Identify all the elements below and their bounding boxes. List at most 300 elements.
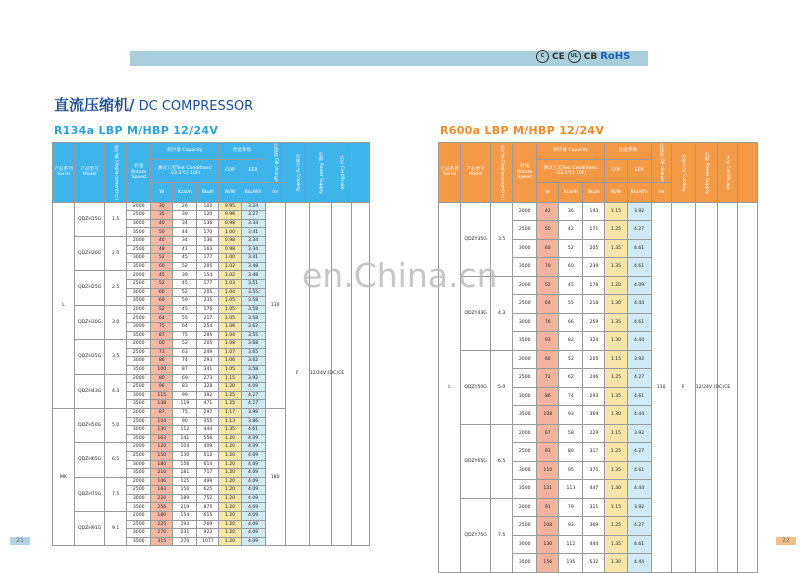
col-serial: 产品系列 Serial <box>439 143 461 203</box>
model-cell: QDZY65G <box>461 424 491 498</box>
cop-cell: 1.20 <box>219 520 241 529</box>
speed-cell: 3000 <box>127 529 151 538</box>
cop-cell: 1.20 <box>219 529 241 538</box>
eer-cell: 4.44 <box>627 480 651 499</box>
btu-cell: 293 <box>583 387 605 406</box>
speed-cell: 2000 <box>513 498 537 517</box>
col-cooling: 冷却方式 Cooling <box>285 143 309 203</box>
kcal-cell: 93 <box>559 406 583 425</box>
cb-cert-icon: CB <box>583 51 598 62</box>
eer-cell: 3.34 <box>241 237 265 246</box>
table-row <box>439 202 758 221</box>
cop-cell: 1.30 <box>605 554 627 573</box>
model-cell: QDZH20G <box>75 237 105 271</box>
eer-cell: 3.65 <box>241 348 265 357</box>
eer-cell: 3.92 <box>627 350 651 369</box>
cop-cell: 1.30 <box>605 406 627 425</box>
kcal-cell: 79 <box>559 498 583 517</box>
left-table-subtitle: R134a LBP M/HBP 12/24V <box>54 124 219 137</box>
col-performance: 性能系数 <box>219 143 265 160</box>
btu-cell: 143 <box>583 202 605 221</box>
watts-cell: 52 <box>151 280 173 289</box>
model-cell: QDZY50G <box>461 350 491 424</box>
cop-cell: 1.30 <box>605 480 627 499</box>
col-model: 产品型号 Model <box>75 143 105 203</box>
cop-cell: 1.25 <box>605 221 627 240</box>
btu-cell: 625 <box>197 486 219 495</box>
r134a-spec-table <box>52 142 370 546</box>
watts-cell: 210 <box>151 469 173 478</box>
eer-cell: 4.27 <box>241 391 265 400</box>
speed-cell: 3500 <box>513 406 537 425</box>
serial-cell: MK <box>53 408 75 546</box>
btu-cell: 239 <box>583 258 605 277</box>
watts-cell: 256 <box>151 503 173 512</box>
displacement-cell: 6.5 <box>491 424 513 498</box>
watts-cell: 60 <box>537 350 559 369</box>
speed-cell: 2500 <box>127 280 151 289</box>
btu-cell: 923 <box>197 529 219 538</box>
kcal-cell: 55 <box>559 295 583 314</box>
watts-cell: 52 <box>151 305 173 314</box>
col-blank <box>351 143 369 203</box>
eer-cell: 3.62 <box>241 357 265 366</box>
speed-cell: 3000 <box>127 391 151 400</box>
kcal-cell: 130 <box>173 451 197 460</box>
eer-cell: 4.61 <box>627 313 651 332</box>
btu-cell: 295 <box>197 331 219 340</box>
btu-cell: 355 <box>197 417 219 426</box>
cop-cell: 1.20 <box>219 494 241 503</box>
cert-cell: CE <box>717 202 737 572</box>
cop-cell: 1.05 <box>219 365 241 374</box>
speed-cell: 3500 <box>513 258 537 277</box>
col-performance: 性能系数 <box>605 143 651 160</box>
kcal-cell: 52 <box>173 288 197 297</box>
eer-cell: 3.34 <box>241 219 265 228</box>
title-en: DC COMPRESSOR <box>134 99 254 114</box>
col-power: 电源 Power Supply <box>695 143 717 203</box>
speed-cell: 3500 <box>127 469 151 478</box>
btu-cell: 177 <box>197 254 219 263</box>
col-power: 电源 Power Supply <box>309 143 331 203</box>
speed-cell: 2500 <box>513 443 537 462</box>
power-cell: 12/24V (DC) <box>309 202 331 546</box>
eer-cell: 3.51 <box>241 280 265 289</box>
col-cooling: 冷却方式 Cooling <box>671 143 695 203</box>
watts-cell: 64 <box>151 314 173 323</box>
watts-cell: 72 <box>537 369 559 388</box>
kcal-cell: 219 <box>173 503 197 512</box>
unit-ml: ml <box>265 182 285 202</box>
cop-cell: 1.20 <box>219 477 241 486</box>
kcal-cell: 63 <box>173 348 197 357</box>
btu-cell: 532 <box>583 554 605 573</box>
speed-cell: 3000 <box>127 357 151 366</box>
speed-cell: 2000 <box>127 237 151 246</box>
eer-cell: 4.27 <box>627 443 651 462</box>
watts-cell: 115 <box>151 391 173 400</box>
watts-cell: 60 <box>151 340 173 349</box>
test-conditions: 测试工况Test Conditions: -23.3℃(-10F) <box>537 160 605 182</box>
btu-cell: 170 <box>197 228 219 237</box>
kcal-cell: 52 <box>559 350 583 369</box>
kcal-cell: 64 <box>173 323 197 332</box>
eer-cell: 3.86 <box>241 417 265 426</box>
kcal-cell: 189 <box>173 494 197 503</box>
kcal-cell: 45 <box>173 305 197 314</box>
kcal-cell: 119 <box>173 400 197 409</box>
watts-cell: 76 <box>537 313 559 332</box>
kcal-cell: 90 <box>173 417 197 426</box>
kcal-cell: 141 <box>173 434 197 443</box>
eer-cell: 4.09 <box>241 434 265 443</box>
watts-cell: 146 <box>151 477 173 486</box>
speed-cell: 2500 <box>127 417 151 426</box>
ce-cert-icon: CE <box>552 51 565 62</box>
speed-cell: 3000 <box>513 461 537 480</box>
displacement-cell: 2.0 <box>105 237 127 271</box>
cop-cell: 1.00 <box>219 254 241 263</box>
speed-cell: 2500 <box>127 348 151 357</box>
displacement-cell: 4.3 <box>491 276 513 350</box>
watts-cell: 131 <box>537 480 559 499</box>
eer-cell: 3.62 <box>241 323 265 332</box>
btu-cell: 341 <box>197 365 219 374</box>
watts-cell: 64 <box>537 295 559 314</box>
speed-cell: 2000 <box>127 477 151 486</box>
speed-cell: 3500 <box>127 503 151 512</box>
eer-cell: 4.61 <box>627 239 651 258</box>
cop-cell: 1.15 <box>605 350 627 369</box>
watts-cell: 86 <box>151 357 173 366</box>
eer-cell: 3.92 <box>627 424 651 443</box>
cop-cell: 1.35 <box>605 387 627 406</box>
cop-cell: 1.04 <box>219 288 241 297</box>
col-capacity: 制冷量 Capacity <box>151 143 219 160</box>
displacement-cell: 6.5 <box>105 443 127 477</box>
cop-cell: 1.07 <box>219 348 241 357</box>
model-cell: QDZY35G <box>461 202 491 276</box>
kcal-cell: 45 <box>173 280 197 289</box>
cop-cell: 1.35 <box>605 461 627 480</box>
ul-cert-icon: UL <box>568 50 581 63</box>
watts-cell: 108 <box>537 517 559 536</box>
btu-cell: 205 <box>197 288 219 297</box>
btu-cell: 392 <box>197 391 219 400</box>
btu-cell: 102 <box>197 202 219 211</box>
speed-cell: 3000 <box>127 460 151 469</box>
col-speed: 转速 Rotate Speed <box>127 143 151 203</box>
btu-cell: 297 <box>197 408 219 417</box>
unit-kcal: Kcal/h <box>173 182 197 202</box>
cop-cell: 0.96 <box>219 211 241 220</box>
right-table-subtitle: R600a LBP M/HBP 12/24V <box>440 124 605 137</box>
speed-cell: 3000 <box>513 239 537 258</box>
btu-cell: 246 <box>583 369 605 388</box>
eer-cell: 3.68 <box>241 340 265 349</box>
watts-cell: 80 <box>151 374 173 383</box>
kcal-cell: 42 <box>559 221 583 240</box>
speed-cell: 3500 <box>127 331 151 340</box>
cop-cell: 1.35 <box>605 535 627 554</box>
eer-cell: 4.61 <box>627 461 651 480</box>
cop-cell: 1.17 <box>219 408 241 417</box>
displacement-cell: 7.5 <box>491 498 513 572</box>
btu-cell: 205 <box>583 350 605 369</box>
test-conditions: 测试工况Test Conditions: -23.3℃(-10F) <box>151 160 219 182</box>
col-cop: COP <box>605 160 627 182</box>
btu-cell: 217 <box>197 314 219 323</box>
eer-cell: 4.09 <box>241 529 265 538</box>
btu-cell: 752 <box>197 494 219 503</box>
kcal-cell: 52 <box>173 262 197 271</box>
watts-cell: 91 <box>537 498 559 517</box>
speed-cell: 3500 <box>513 332 537 351</box>
kcal-cell: 58 <box>559 424 583 443</box>
watermark: en.China.cn <box>302 256 498 295</box>
unit-btuwh: Btu/Wh <box>241 182 265 202</box>
col-cop: COP <box>219 160 241 182</box>
watts-cell: 270 <box>151 529 173 538</box>
kcal-cell: 44 <box>173 228 197 237</box>
btu-cell: 154 <box>197 271 219 280</box>
speed-cell: 3000 <box>127 288 151 297</box>
kcal-cell: 99 <box>173 391 197 400</box>
kcal-cell: 60 <box>559 258 583 277</box>
eer-cell: 4.09 <box>241 503 265 512</box>
cop-cell: 1.13 <box>219 417 241 426</box>
speed-cell: 2500 <box>127 486 151 495</box>
kcal-cell: 112 <box>559 535 583 554</box>
col-cert: 认证 Certificate <box>717 143 737 203</box>
btu-cell: 317 <box>583 443 605 462</box>
speed-cell: 2000 <box>513 424 537 443</box>
watts-cell: 48 <box>151 245 173 254</box>
watts-cell: 150 <box>151 451 173 460</box>
speed-cell: 3000 <box>513 313 537 332</box>
watts-cell: 104 <box>151 417 173 426</box>
eer-cell: 3.58 <box>241 297 265 306</box>
watts-cell: 69 <box>151 297 173 306</box>
speed-cell: 3500 <box>127 365 151 374</box>
speed-cell: 2000 <box>127 408 151 417</box>
btu-cell: 444 <box>583 535 605 554</box>
speed-cell: 2000 <box>127 340 151 349</box>
kcal-cell: 55 <box>173 314 197 323</box>
kcal-cell: 52 <box>559 239 583 258</box>
btu-cell: 447 <box>583 480 605 499</box>
speed-cell: 2000 <box>513 350 537 369</box>
eer-cell: 4.27 <box>241 400 265 409</box>
cop-cell: 1.15 <box>605 424 627 443</box>
cop-cell: 1.20 <box>219 512 241 521</box>
speed-cell: 2000 <box>127 374 151 383</box>
eer-cell: 4.09 <box>627 276 651 295</box>
btu-cell: 1077 <box>197 537 219 546</box>
col-oil: 注油量 Oil charge <box>651 143 671 183</box>
eer-cell: 3.48 <box>241 271 265 280</box>
cop-cell: 1.02 <box>219 271 241 280</box>
serial-cell: L <box>439 202 461 572</box>
cop-cell: 1.00 <box>219 228 241 237</box>
eer-cell: 3.27 <box>241 211 265 220</box>
watts-cell: 86 <box>537 387 559 406</box>
speed-cell: 3500 <box>127 400 151 409</box>
speed-cell: 3000 <box>513 535 537 554</box>
speed-cell: 2000 <box>513 276 537 295</box>
r600a-spec-table <box>438 142 758 573</box>
btu-cell: 254 <box>197 323 219 332</box>
col-serial: 产品系列 Serial <box>53 143 75 203</box>
kcal-cell: 135 <box>559 554 583 573</box>
blank-cell <box>737 202 757 572</box>
kcal-cell: 36 <box>559 202 583 221</box>
eer-cell: 3.92 <box>241 374 265 383</box>
eer-cell: 4.09 <box>241 486 265 495</box>
watts-cell: 225 <box>151 520 173 529</box>
speed-cell: 2500 <box>513 517 537 536</box>
kcal-cell: 34 <box>173 237 197 246</box>
eer-cell: 4.09 <box>241 451 265 460</box>
cop-cell: 1.06 <box>219 323 241 332</box>
watts-cell: 108 <box>537 406 559 425</box>
btu-cell: 293 <box>197 357 219 366</box>
eer-cell: 3.99 <box>241 408 265 417</box>
kcal-cell: 45 <box>559 276 583 295</box>
cop-cell: 1.35 <box>605 258 627 277</box>
btu-cell: 163 <box>197 245 219 254</box>
power-cell: 12/24V (DC) <box>695 202 717 572</box>
watts-cell: 52 <box>537 276 559 295</box>
watts-cell: 40 <box>151 219 173 228</box>
btu-cell: 177 <box>197 280 219 289</box>
col-oil: 注油量 Oil charge <box>265 143 285 183</box>
eer-cell: 4.09 <box>241 443 265 452</box>
unit-w: W <box>151 182 173 202</box>
kcal-cell: 75 <box>173 408 197 417</box>
kcal-cell: 156 <box>173 486 197 495</box>
kcal-cell: 34 <box>173 219 197 228</box>
model-cell: QDZH30G <box>75 305 105 339</box>
model-cell: QDZY75G <box>461 498 491 572</box>
cop-cell: 1.03 <box>219 280 241 289</box>
displacement-cell: 5.0 <box>105 408 127 442</box>
cop-cell: 1.04 <box>219 331 241 340</box>
eer-cell: 4.09 <box>241 460 265 469</box>
cop-cell: 1.05 <box>219 305 241 314</box>
kcal-cell: 52 <box>173 340 197 349</box>
btu-cell: 614 <box>197 460 219 469</box>
btu-cell: 218 <box>583 295 605 314</box>
cop-cell: 1.15 <box>605 202 627 221</box>
rohs-cert-icon: RoHS <box>600 51 631 62</box>
speed-cell: 2500 <box>513 221 537 240</box>
displacement-cell: 3.5 <box>491 202 513 276</box>
speed-cell: 3000 <box>127 494 151 503</box>
watts-cell: 93 <box>537 332 559 351</box>
watts-cell: 120 <box>151 443 173 452</box>
btu-cell: 136 <box>197 219 219 228</box>
kcal-cell: 93 <box>559 517 583 536</box>
unit-ww: W/W <box>219 182 241 202</box>
speed-cell: 2000 <box>127 271 151 280</box>
speed-cell: 2000 <box>513 202 537 221</box>
btu-cell: 324 <box>583 332 605 351</box>
displacement-cell: 1.5 <box>105 202 127 236</box>
watts-cell: 60 <box>537 239 559 258</box>
cop-cell: 1.08 <box>219 340 241 349</box>
eer-cell: 3.58 <box>241 305 265 314</box>
watts-cell: 60 <box>151 288 173 297</box>
kcal-cell: 74 <box>559 387 583 406</box>
displacement-cell: 3.5 <box>105 340 127 374</box>
unit-w: W <box>537 182 559 202</box>
cop-cell: 1.20 <box>219 434 241 443</box>
eer-cell: 4.44 <box>627 554 651 573</box>
kcal-cell: 39 <box>173 271 197 280</box>
kcal-cell: 41 <box>173 245 197 254</box>
unit-kcal: Kcal/h <box>559 182 583 202</box>
speed-cell: 3500 <box>127 262 151 271</box>
cop-cell: 1.25 <box>605 517 627 536</box>
eer-cell: 3.41 <box>241 228 265 237</box>
cooling-cell: F <box>671 202 695 572</box>
eer-cell: 4.09 <box>241 537 265 546</box>
btu-cell: 512 <box>197 451 219 460</box>
watts-cell: 163 <box>151 434 173 443</box>
cop-cell: 1.20 <box>219 383 241 392</box>
speed-cell: 3000 <box>513 387 537 406</box>
speed-cell: 2500 <box>127 245 151 254</box>
col-eer: EER <box>241 160 265 182</box>
title-cn: 直流压缩机/ <box>54 96 135 114</box>
kcal-cell: 45 <box>173 254 197 263</box>
speed-cell: 3000 <box>127 426 151 435</box>
cop-cell: 1.30 <box>605 332 627 351</box>
eer-cell: 4.44 <box>627 406 651 425</box>
col-model: 产品型号 Model <box>461 143 491 203</box>
model-cell: QDZH43G <box>75 374 105 408</box>
kcal-cell: 69 <box>173 374 197 383</box>
kcal-cell: 125 <box>173 477 197 486</box>
btu-cell: 615 <box>197 512 219 521</box>
btu-cell: 171 <box>583 221 605 240</box>
eer-cell: 4.09 <box>241 383 265 392</box>
kcal-cell: 181 <box>173 469 197 478</box>
btu-cell: 205 <box>197 340 219 349</box>
ccc-cert-icon: C <box>536 50 549 63</box>
unit-btu: Btu/h <box>197 182 219 202</box>
oil-cell: 130 <box>265 202 285 408</box>
displacement-cell: 3.0 <box>105 305 127 339</box>
table-row <box>53 202 370 211</box>
kcal-cell: 59 <box>173 297 197 306</box>
kcal-cell: 26 <box>173 202 197 211</box>
speed-cell: 2500 <box>127 451 151 460</box>
cop-cell: 1.30 <box>605 295 627 314</box>
btu-cell: 556 <box>197 434 219 443</box>
eer-cell: 3.41 <box>241 254 265 263</box>
btu-cell: 499 <box>197 477 219 486</box>
cop-cell: 0.95 <box>219 202 241 211</box>
blank-cell <box>351 202 369 546</box>
watts-cell: 138 <box>151 400 173 409</box>
displacement-cell: 7.5 <box>105 477 127 511</box>
col-displacement: 排气量 Displacement(cc) <box>105 143 127 203</box>
model-cell: QDZH91G <box>75 512 105 546</box>
speed-cell: 2500 <box>127 383 151 392</box>
